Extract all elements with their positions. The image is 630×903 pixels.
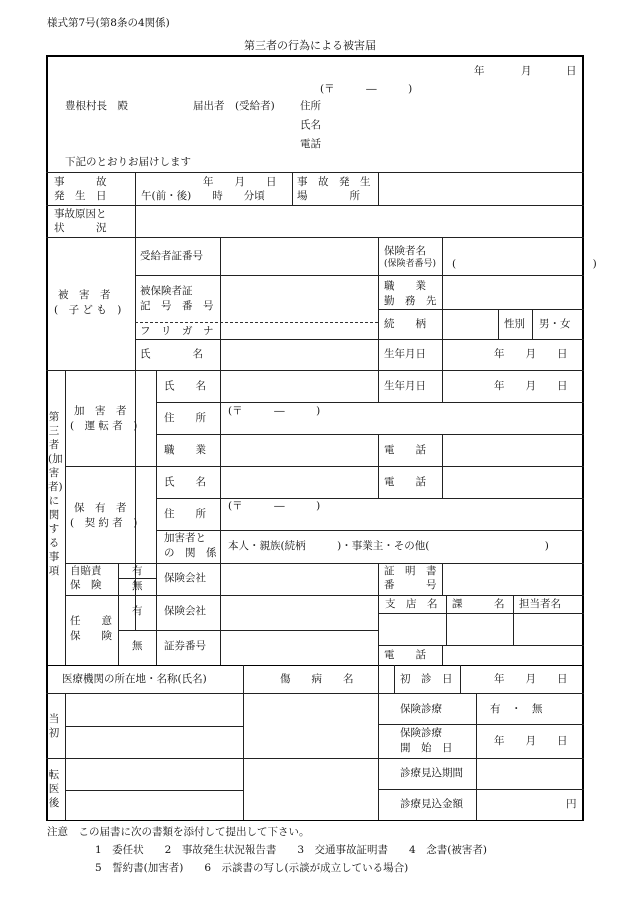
owner-postal[interactable]: (〒 ― )	[228, 500, 321, 512]
perpetrator-occupation-label: 職 業	[164, 444, 206, 456]
compulsory-insurance-company-label: 保険会社	[164, 572, 206, 584]
accident-place-label-1: 事 故 発 生	[297, 176, 371, 188]
compulsory-no[interactable]: 無	[132, 580, 143, 592]
person-in-charge-label: 担当者名	[519, 598, 561, 610]
accident-place-label-2: 場 所	[297, 190, 360, 202]
perpetrator-birth-label: 生年月日	[384, 380, 426, 392]
accident-place-input[interactable]	[380, 174, 580, 203]
treatment-start-value[interactable]: 年 月 日	[494, 735, 568, 747]
perpetrator-birth-value[interactable]: 年 月 日	[494, 380, 568, 392]
perpetrator-phone-label: 電 話	[384, 444, 426, 456]
reporter-phone-label: 電話	[300, 138, 321, 150]
perpetrator-label-2: ( 運 転 者 )	[70, 420, 138, 432]
occupation-label-1: 職 業	[384, 280, 426, 292]
victim-label-1: 被 害 者	[58, 289, 111, 301]
owner-relation-label-2: の 関 係	[164, 547, 217, 559]
insurer-number-label: (保険者番号)	[384, 259, 437, 269]
voluntary-label-1: 任 意	[70, 615, 112, 627]
victim-label-2: ( 子 ど も )	[54, 304, 122, 316]
voluntary-insurance-company-label: 保険会社	[164, 605, 206, 617]
intro-text: 下記のとおりお届けします	[65, 156, 191, 168]
header-year: 年	[474, 65, 485, 77]
perpetrator-label-1: 加 害 者	[74, 405, 127, 417]
victim-birth-value[interactable]: 年 月 日	[494, 348, 568, 360]
notes-line-1: 1 委任状 2 事故発生状況報告書 3 交通事故証明書 4 念書(被害者)	[95, 844, 487, 856]
victim-birth-label: 生年月日	[384, 348, 426, 360]
policy-number-label: 証券番号	[164, 640, 206, 652]
first-visit-value[interactable]: 年 月 日	[494, 673, 568, 685]
insurance-phone-label: 電 話	[384, 649, 426, 661]
compulsory-label-1: 自賠責	[70, 565, 102, 577]
disease-label: 傷 病 名	[280, 673, 354, 685]
voluntary-label-2: 保 険	[70, 630, 112, 642]
header-postal[interactable]: (〒 ― )	[320, 83, 413, 95]
treatment-start-label-1: 保険診療	[400, 727, 442, 739]
initial-label: 当初	[48, 713, 60, 739]
perpetrator-postal[interactable]: (〒 ― )	[228, 405, 321, 417]
perpetrator-address-label: 住 所	[164, 412, 206, 424]
insurer-name-label: 保険者名	[384, 245, 426, 257]
furigana-label: フ リ ガ ナ	[140, 325, 214, 337]
owner-address-label: 住 所	[164, 508, 206, 520]
owner-relation-value[interactable]: 本人・親族(続柄 )・事業主・その他( )	[228, 540, 549, 552]
third-party-side-label: 第三者(加害者)に関する事項	[48, 411, 63, 577]
victim-name-label: 氏 名	[140, 348, 203, 360]
transfer-label: 転医後	[48, 769, 60, 809]
owner-label-2: ( 契 約 者 )	[70, 517, 138, 529]
insurance-treatment-value[interactable]: 有 ・ 無	[490, 703, 543, 715]
certificate-label-1: 証 明 書	[384, 565, 437, 577]
accident-cause-label-1: 事故原因と	[54, 208, 107, 220]
insurance-treatment-label: 保険診療	[400, 703, 442, 715]
addressee: 豊根村長 殿	[65, 100, 128, 112]
perpetrator-name-label: 氏 名	[164, 380, 206, 392]
treatment-start-label-2: 開 始 日	[400, 742, 453, 754]
owner-relation-label-1: 加害者と	[164, 532, 206, 544]
reporter-name-label: 氏名	[300, 119, 321, 131]
insured-number-label-1: 被保険者証	[140, 285, 193, 297]
reporter-address-label: 住所	[300, 100, 321, 112]
institution-label: 医療機関の所在地・名称(氏名)	[62, 673, 207, 685]
accident-date-value-1[interactable]: 年 月 日	[203, 176, 277, 188]
sex-value[interactable]: 男・女	[539, 318, 571, 330]
accident-date-value-2[interactable]: 午(前・後) 時 分頃	[141, 190, 265, 202]
owner-phone-label: 電 話	[384, 476, 426, 488]
notes-line-2: 5 誓約書(加害者) 6 示談書の写し(示談が成立している場合)	[95, 862, 409, 874]
relation-label: 続 柄	[384, 318, 426, 330]
voluntary-no[interactable]: 無	[132, 640, 143, 652]
certificate-label-2: 番 号	[384, 579, 437, 591]
insurer-value[interactable]: ( )	[452, 258, 597, 270]
occupation-label-2: 勤 務 先	[384, 295, 437, 307]
compulsory-label-2: 保 険	[70, 579, 102, 591]
first-visit-label: 初 診 日	[400, 673, 453, 685]
owner-label-1: 保 有 者	[74, 502, 127, 514]
form-number: 様式第7号(第8条の4関係)	[47, 17, 170, 29]
recipient-number-label: 受給者証番号	[140, 250, 203, 262]
compulsory-yes[interactable]: 有	[132, 565, 143, 577]
expected-amount-label: 診療見込金額	[400, 798, 463, 810]
form-title: 第三者の行為による被害届	[244, 39, 376, 52]
yen-unit: 円	[566, 798, 577, 810]
notes-heading: 注意 この届書に次の書類を添付して提出して下さい。	[47, 826, 310, 838]
accident-date-label-2: 発 生 日	[54, 190, 107, 202]
owner-name-label: 氏 名	[164, 476, 206, 488]
section-label: 課 名	[452, 598, 505, 610]
accident-cause-input[interactable]	[137, 207, 580, 235]
expected-period-label: 診療見込期間	[400, 767, 463, 779]
sex-label: 性別	[504, 318, 525, 330]
header-month: 月	[521, 65, 532, 77]
branch-label: 支 店 名	[385, 598, 438, 610]
insured-number-label-2: 記 号 番 号	[140, 300, 214, 312]
voluntary-yes[interactable]: 有	[132, 605, 143, 617]
accident-date-label-1: 事 故	[54, 176, 107, 188]
reporter-label: 届出者 (受給者)	[193, 100, 275, 112]
header-day: 日	[566, 65, 577, 77]
accident-cause-label-2: 状 況	[54, 222, 107, 234]
